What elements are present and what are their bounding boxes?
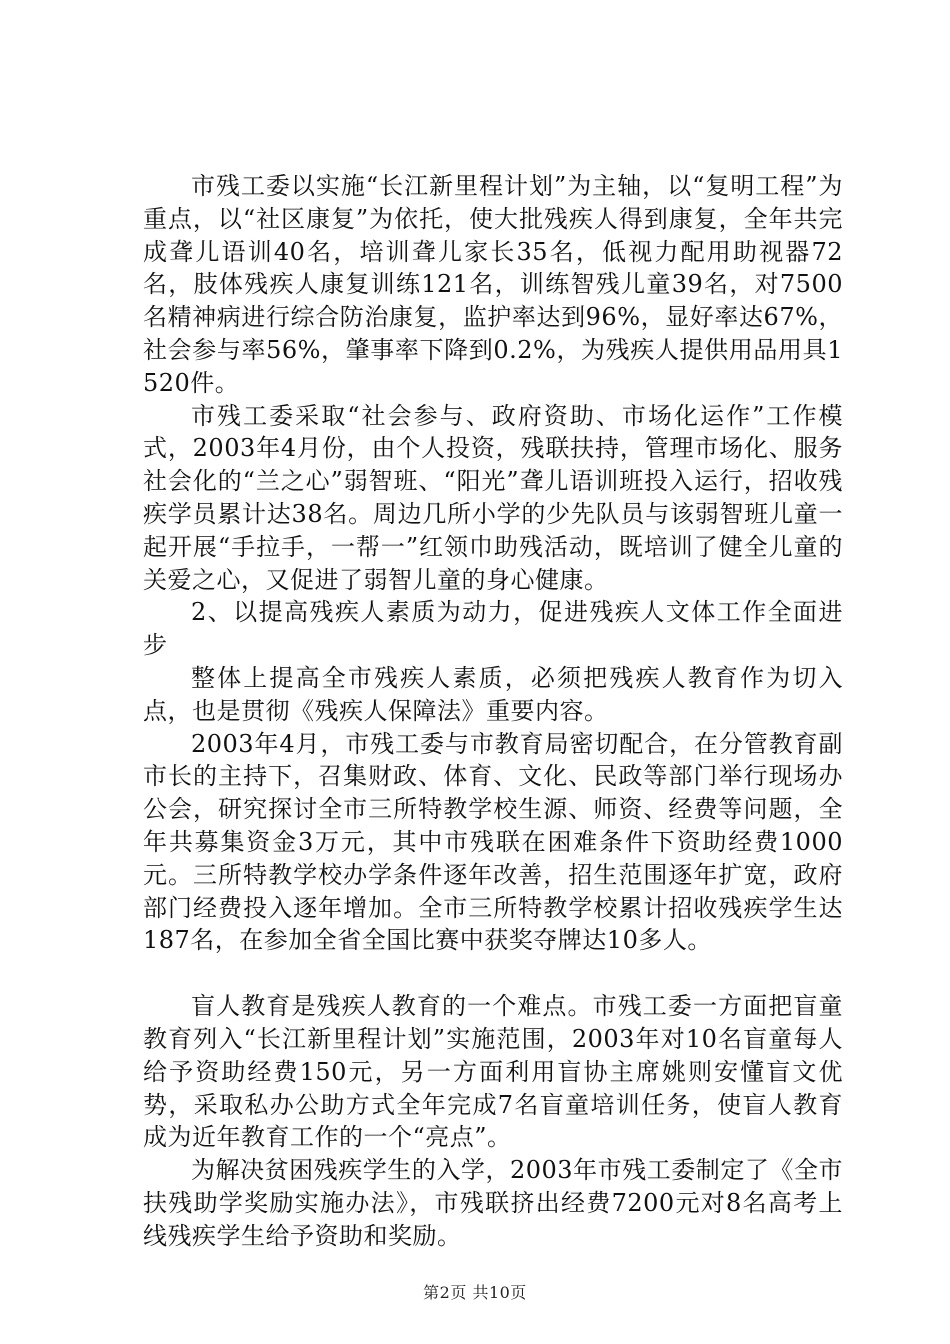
section-heading-education: 2、以提高残疾人素质为动力，促进残疾人文体工作全面进步 bbox=[143, 598, 843, 660]
paragraph-special-schools: 2003年4月，市残工委与市教育局密切配合，在分管教育副市长的主持下，召集财政、体育、文化、民政等部门举行现场办公会，研究探讨全市三所特教学校生源、师资、经费等问题，全年共募集资金3万元，其中市残联在困难条件下资助经费1000元。三所特教学校办学条件逐年改善，招生范围逐年扩宽，政府部门经费投入逐年增加。全市三所特教学校累计招收残疾学生达187名，在参加全省全国比赛中获奖夺牌达10多人。 bbox=[143, 729, 843, 955]
paragraph-blind-education: 盲人教育是残疾人教育的一个难点。市残工委一方面把盲童教育列入“长江新里程计划”实施范围，2003年对10名盲童每人给予资助经费150元，另一方面利用盲协主席姚则安懂盲文优势，采取私办公助方式全年完成7名盲童培训任务，使盲人教育成为近年教育工作的一个“亮点”。 bbox=[143, 992, 843, 1152]
document-body bbox=[143, 170, 843, 1253]
paragraph-rehabilitation: 市残工委以实施“长江新里程计划”为主轴，以“复明工程”为重点，以“社区康复”为依托，使大批残疾人得到康复，全年共完成聋儿语训40名，培训聋儿家长35名，低视力配用助视器72名，肢体残疾人康复训练121名，训练智残儿童39名，对7500名精神病进行综合防治康复，监护率达到96%，显好率达67%，社会参与率56%，肇事率下降到0.2%，为残疾人提供用品用具1520件。 bbox=[143, 172, 843, 397]
paragraph-student-aid: 为解决贫困残疾学生的入学，2003年市残工委制定了《全市扶残助学奖励实施办法》，市残联挤出经费7200元对8名高考上线残疾学生给予资助和奖励。 bbox=[143, 1156, 843, 1250]
paragraph-work-model: 市残工委采取“社会参与、政府资助、市场化运作”工作模式，2003年4月份，由个人投资，残联扶持，管理市场化、服务社会化的“兰之心”弱智班、“阳光”聋儿语训班投入运行，招收残疾学员累计达38名。周边几所小学的少先队员与该弱智班儿童一起开展“手拉手，一帮一”红领巾助残活动，既培训了健全儿童的关爱之心，又促进了弱智儿童的身心健康。 bbox=[143, 401, 843, 594]
paragraph-quality-improvement: 整体上提高全市残疾人素质，必须把残疾人教育作为切入点，也是贯彻《残疾人保障法》重要内容。 bbox=[143, 663, 843, 725]
page-number-footer: 第2页 共10页 bbox=[423, 1283, 527, 1302]
